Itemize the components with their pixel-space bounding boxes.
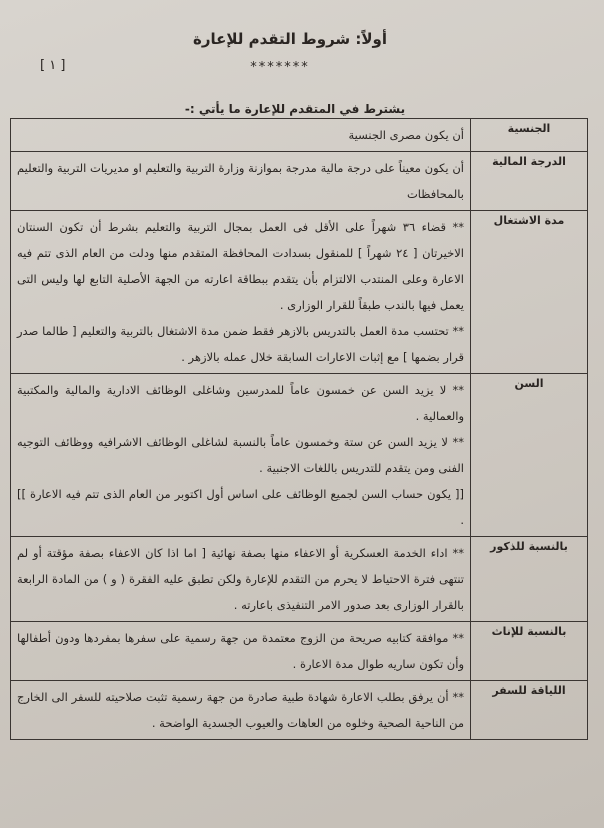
conditions-males xyxy=(11,537,471,622)
category-females: بالنسبة للإناث xyxy=(471,622,588,681)
header-nationality-text xyxy=(11,119,471,152)
intro-line: يشترط في المتقدم للإعارة ما يأتي :- xyxy=(184,102,406,116)
table-row-females xyxy=(11,622,588,681)
category-service-period: مدة الاشتغال xyxy=(471,211,588,374)
table-row-age xyxy=(11,374,588,537)
document-title: أولاً: شروط التقدم للإعارة xyxy=(192,30,388,48)
condition-paragraph: ** لا يزيد السن عن ستة وخمسون عاماً بالنسبة لشاغلى الوظائف الاشرافيه ووظائف التوجيه الفنى ومن يتقدم للتدريس باللغات الاجنبية . xyxy=(17,435,464,475)
category-males: بالنسبة للذكور xyxy=(471,537,588,622)
conditions-salary-grade xyxy=(11,152,471,211)
condition-paragraph: ** أن يرفق بطلب الاعارة شهادة طبية صادرة من جهة رسمية تثبت صلاحيته للسفر الى الخارج من الناحية الصحية وخلوه من العاهات والعيوب الجسدية الواضحة . xyxy=(17,690,464,730)
conditions-table xyxy=(10,118,588,740)
table-row-salary-grade xyxy=(11,152,588,211)
conditions-females xyxy=(11,622,471,681)
title-stars: ******* xyxy=(250,60,310,75)
condition-paragraph: أن يكون معيناً على درجة مالية مدرجة بموازنة وزارة التربية والتعليم او مديريات التربية والتعليم بالمحافظات xyxy=(17,161,464,201)
category-age: السن xyxy=(471,374,588,537)
category-salary-grade: الدرجة المالية xyxy=(471,152,588,211)
nationality-text: أن يكون مصرى الجنسية xyxy=(348,128,464,142)
condition-paragraph: ** قضاء ٣٦ شهراً على الأقل فى العمل بمجال التربية والتعليم بشرط أن تكون السنتان الاخيرتان [ ٢٤ شهراً ] للمنقول بسدادت المحافظة المتقدم منها ودلت من العام الذى تتم فيه الاعارة وعلى المنتدب الالتزام بأن يتقدم ببطاقة اعارته من الجهة الأصلية التابع لها وليس التى يعمل فيها بالندب طبقاً للقرار الوزارى . xyxy=(17,220,464,312)
category-travel-fitness: اللياقة للسفر xyxy=(471,681,588,740)
conditions-age xyxy=(11,374,471,537)
table-row-service-period xyxy=(11,211,588,374)
conditions-travel-fitness xyxy=(11,681,471,740)
condition-paragraph: [[ يكون حساب السن لجميع الوظائف على اساس أول اكتوبر من العام الذى تتم فيه الاعارة ]] . xyxy=(17,487,464,527)
conditions-service-period xyxy=(11,211,471,374)
condition-paragraph: ** لا يزيد السن عن خمسون عاماً للمدرسين وشاغلى الوظائف الادارية والمالية والمكتبية والعمالية . xyxy=(17,383,464,423)
table-row-travel-fitness xyxy=(11,681,588,740)
condition-paragraph: ** موافقة كتابيه صريحة من الزوج معتمدة من جهة رسمية على سفرها بمفردها ودون أطفالها وأن تكون ساريه طوال مدة الاعارة . xyxy=(17,631,464,671)
table-row-males xyxy=(11,537,588,622)
page-number: [ ١ ] xyxy=(40,58,66,73)
header-category-nationality: الجنسية xyxy=(471,119,588,152)
condition-paragraph: ** اداء الخدمة العسكرية أو الاعفاء منها بصفة نهائية [ اما اذا كان الاعفاء بصفة مؤقتة أو لم تنتهى فترة الاحتياط لا يحرم من التقدم للإعارة ولكن تطبق عليه الفقرة ( و ) من المادة الرابعة بالقرار الوزارى بعد صدور الامر التنفيذى باعارته . xyxy=(17,546,464,612)
table-header-row xyxy=(11,119,588,152)
condition-paragraph: ** تحتسب مدة العمل بالتدريس بالازهر فقط ضمن مدة الاشتغال بالتربية والتعليم [ طالما صدر قرار بضمها ] مع إثبات الاعارات السابقة خلال عمله بالازهر . xyxy=(17,324,464,364)
